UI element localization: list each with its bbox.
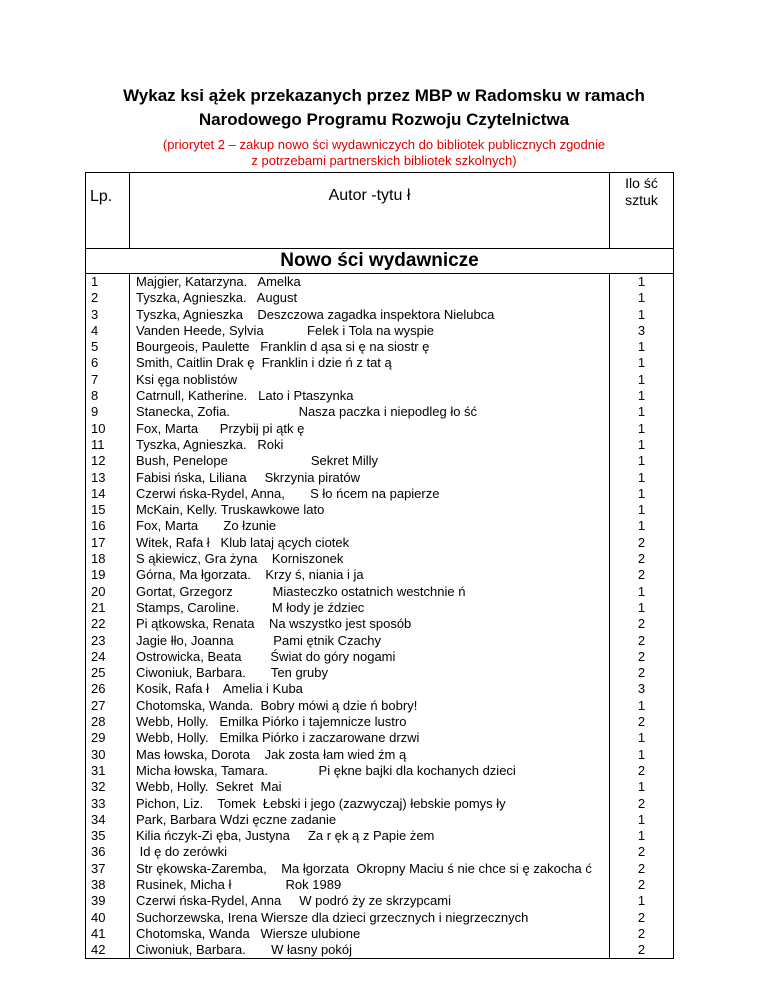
row-quantity: 1	[637, 371, 646, 387]
row-quantity: 2	[637, 762, 646, 778]
row-number: 27	[91, 697, 106, 713]
book-entry: Mas łowska, Dorota Jak zosta łam wied źm ą	[136, 746, 407, 762]
book-entry: Tyszka, Agnieszka. August	[136, 290, 298, 306]
book-entry: Bourgeois, Paulette Franklin d ąsa si ę na siostr ę	[136, 339, 430, 355]
header-lp: Lp.	[86, 173, 130, 249]
lp-column	[86, 274, 130, 959]
section-row	[86, 249, 674, 274]
book-entry: Pichon, Liz. Tomek Łebski i jego (zazwyczaj) łebskie pomys ły	[136, 795, 506, 811]
row-number: 18	[91, 551, 106, 567]
header-quantity-line-2: sztuk	[625, 192, 658, 208]
row-quantity: 1	[637, 746, 646, 762]
row-quantity: 2	[637, 860, 646, 876]
row-number: 1	[91, 274, 99, 289]
row-number: 5	[91, 339, 99, 355]
book-entry: Webb, Holly. Sekret Mai	[136, 779, 282, 795]
row-number: 34	[91, 811, 106, 827]
book-entry: Id ę do zerówki	[136, 844, 228, 860]
row-number: 23	[91, 632, 106, 648]
book-entry: Fabisi ńska, Liliana Skrzynia piratów	[136, 469, 360, 485]
subtitle-line-2: z potrzebami partnerskich bibliotek szkolnych)	[251, 153, 517, 168]
book-entry: Bush, Penelope Sekret Milly	[136, 453, 379, 469]
row-number: 26	[91, 681, 106, 697]
header-quantity	[610, 173, 674, 249]
row-quantity: 2	[637, 876, 646, 892]
row-number: 39	[91, 893, 106, 909]
row-quantity: 1	[637, 339, 646, 355]
row-number: 32	[91, 779, 106, 795]
document-title	[0, 84, 768, 132]
row-number: 35	[91, 828, 106, 844]
book-entry: Tyszka, Agnieszka. Roki	[136, 436, 284, 452]
row-number: 9	[91, 404, 99, 420]
row-number: 4	[91, 322, 99, 338]
book-entry: Ciwoniuk, Barbara. W łasny pokój	[136, 942, 353, 958]
row-quantity: 2	[637, 648, 646, 664]
entries-row	[86, 274, 674, 959]
row-quantity: 1	[637, 599, 646, 615]
row-number: 22	[91, 616, 106, 632]
book-entry: McKain, Kelly. Truskawkowe lato	[136, 502, 325, 518]
book-entry: Str ękowska-Zaremba, Ma łgorzata Okropny Maciu ś nie chce si ę zakocha ć	[136, 860, 592, 876]
book-entry: Chotomska, Wanda Wiersze ulubione	[136, 925, 361, 941]
document-subtitle	[0, 137, 768, 169]
book-list-table	[85, 172, 674, 959]
book-entry: Smith, Caitlin Drak ę Franklin i dzie ń z tat ą	[136, 355, 392, 371]
title-line-1: Wykaz ksi ążek przekazanych przez MBP w Radomsku w ramach	[123, 86, 645, 105]
row-number: 16	[91, 518, 106, 534]
book-entry: Catrnull, Katherine. Lato i Ptaszynka	[136, 388, 354, 404]
book-entry: S ąkiewicz, Gra żyna Korniszonek	[136, 551, 344, 567]
row-quantity: 1	[637, 583, 646, 599]
header-row	[86, 173, 674, 249]
book-entry: Górna, Ma łgorzata. Krzy ś, niania i ja	[136, 567, 364, 583]
row-quantity: 1	[637, 420, 646, 436]
row-number: 36	[91, 844, 106, 860]
row-number: 17	[91, 534, 106, 550]
row-quantity: 2	[637, 925, 646, 941]
subtitle-line-1: (priorytet 2 – zakup nowo ści wydawniczych do bibliotek publicznych zgodnie	[162, 137, 606, 152]
book-entry: Gortat, Grzegorz Miasteczko ostatnich westchnie ń	[136, 583, 466, 599]
row-number: 42	[91, 942, 106, 958]
row-quantity: 1	[637, 469, 646, 485]
row-number: 12	[91, 453, 106, 469]
row-quantity: 2	[637, 567, 646, 583]
book-entry: Vanden Heede, Sylvia Felek i Tola na wyspie	[136, 322, 434, 338]
row-quantity: 2	[637, 665, 646, 681]
row-number: 15	[91, 502, 106, 518]
row-quantity: 1	[637, 730, 646, 746]
row-number: 2	[91, 290, 99, 306]
row-number: 30	[91, 746, 106, 762]
row-quantity: 2	[637, 534, 646, 550]
entries-column	[130, 274, 610, 959]
row-quantity: 1	[637, 404, 646, 420]
row-number: 7	[91, 371, 99, 387]
title-line-2: Narodowego Programu Rozwoju Czytelnictwa	[198, 110, 570, 129]
book-entry: Czerwi ńska-Rydel, Anna, S ło ńcem na papierze	[136, 485, 440, 501]
header-quantity-line-1: Ilo ść	[625, 175, 658, 191]
row-number: 25	[91, 665, 106, 681]
row-number: 11	[91, 436, 105, 452]
row-quantity: 1	[637, 290, 646, 306]
row-quantity: 1	[637, 355, 646, 371]
row-quantity: 3	[637, 681, 646, 697]
book-entry: Ostrowicka, Beata Świat do góry nogami	[136, 648, 396, 664]
header-author-title: Autor -tytu ł	[130, 173, 610, 249]
book-entry: Micha łowska, Tamara. Pi ękne bajki dla kochanych dzieci	[136, 762, 516, 778]
row-number: 33	[91, 795, 106, 811]
book-entry: Jagie łło, Joanna Pami ętnik Czachy	[136, 632, 381, 648]
row-quantity: 1	[637, 779, 646, 795]
book-entry: Suchorzewska, Irena Wiersze dla dzieci grzecznych i niegrzecznych	[136, 909, 529, 925]
book-entry: Chotomska, Wanda. Bobry mówi ą dzie ń bobry!	[136, 697, 418, 713]
book-entry: Fox, Marta Zo łzunie	[136, 518, 277, 534]
book-entry: Park, Barbara Wdzi ęczne zadanie	[136, 811, 337, 827]
row-quantity: 2	[637, 714, 646, 730]
row-number: 20	[91, 583, 106, 599]
book-entry: Ksi ęga noblistów	[136, 371, 238, 387]
row-number: 31	[91, 762, 106, 778]
row-number: 41	[91, 925, 106, 941]
book-entry: Pi ątkowska, Renata Na wszystko jest sposób	[136, 616, 412, 632]
row-quantity: 1	[637, 306, 646, 322]
row-quantity: 1	[637, 811, 646, 827]
book-entry: Majgier, Katarzyna. Amelka	[136, 274, 301, 289]
row-quantity: 1	[637, 388, 646, 404]
row-number: 24	[91, 648, 106, 664]
book-entry: Czerwi ńska-Rydel, Anna W podró ży ze skrzypcami	[136, 893, 451, 909]
row-quantity: 1	[637, 893, 646, 909]
book-entry: Stamps, Caroline. M łody je ździec	[136, 599, 365, 615]
book-entry: Kilia ńczyk-Zi ęba, Justyna Za r ęk ą z Papie żem	[136, 828, 435, 844]
row-number: 8	[91, 388, 99, 404]
book-entry: Webb, Holly. Emilka Piórko i tajemnicze lustro	[136, 714, 407, 730]
row-number: 13	[91, 469, 106, 485]
row-number: 21	[91, 599, 106, 615]
book-entry: Tyszka, Agnieszka Deszczowa zagadka inspektora Nielubca	[136, 306, 495, 322]
row-quantity: 2	[637, 844, 646, 860]
row-quantity: 1	[637, 828, 646, 844]
book-entry: Ciwoniuk, Barbara. Ten gruby	[136, 665, 328, 681]
row-quantity: 1	[637, 453, 646, 469]
row-number: 10	[91, 420, 106, 436]
section-title: Nowo ści wydawnicze	[86, 249, 674, 274]
book-entry: Webb, Holly. Emilka Piórko i zaczarowane drzwi	[136, 730, 420, 746]
book-entry: Rusinek, Micha ł Rok 1989	[136, 876, 342, 892]
row-quantity: 1	[637, 518, 646, 534]
row-quantity: 2	[637, 551, 646, 567]
row-number: 38	[91, 876, 106, 892]
book-entry: Stanecka, Zofia. Nasza paczka i niepodleg ło ść	[136, 404, 478, 420]
row-quantity: 1	[637, 502, 646, 518]
row-quantity: 2	[637, 942, 646, 958]
row-quantity: 2	[637, 632, 646, 648]
row-quantity: 1	[637, 274, 646, 289]
row-number: 37	[91, 860, 106, 876]
row-number: 40	[91, 909, 106, 925]
row-number: 6	[91, 355, 99, 371]
book-entry: Witek, Rafa ł Klub lataj ących ciotek	[136, 534, 350, 550]
row-quantity: 1	[637, 436, 646, 452]
quantity-column	[610, 274, 674, 959]
row-quantity: 2	[637, 909, 646, 925]
book-entry: Kosik, Rafa ł Amelia i Kuba	[136, 681, 303, 697]
book-entry: Fox, Marta Przybij pi ątk ę	[136, 420, 305, 436]
row-number: 29	[91, 730, 106, 746]
row-number: 19	[91, 567, 106, 583]
row-quantity: 1	[637, 485, 646, 501]
row-quantity: 3	[637, 322, 646, 338]
row-quantity: 1	[637, 697, 646, 713]
row-quantity: 2	[637, 616, 646, 632]
row-number: 14	[91, 485, 106, 501]
row-quantity: 2	[637, 795, 646, 811]
row-number: 3	[91, 306, 99, 322]
row-number: 28	[91, 714, 106, 730]
